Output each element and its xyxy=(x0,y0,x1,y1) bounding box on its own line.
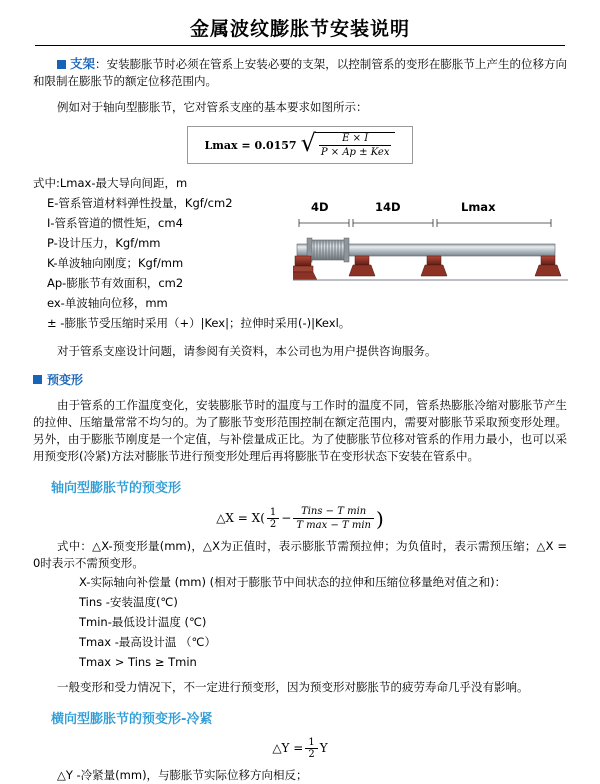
formula-lmax-numerator: E × I xyxy=(319,133,392,146)
formula-axial-lhs: △X = X( xyxy=(216,511,265,525)
formula-lmax-fraction xyxy=(315,132,396,158)
section-predeform-label: 预变形 xyxy=(47,373,84,387)
formula-transverse-half xyxy=(305,737,317,760)
formula-axial-half xyxy=(267,507,279,530)
transverse-note: △Y -冷紧量(mm)，与膨胀节实际位移方向相反； xyxy=(57,768,308,782)
axial-line: Tmax -最高设计温 （℃） xyxy=(79,635,216,649)
axial-line: Tins -安装温度(℃) xyxy=(79,595,178,609)
formula-transverse-half-num: 1 xyxy=(305,737,317,749)
piping-figure xyxy=(293,200,573,290)
axial-line: Tmax > Tins ≥ Tmin xyxy=(79,655,197,669)
support-note-text: 对于管系支座设计问题，请参阅有关资料，本公司也为用户提供咨询服务。 xyxy=(57,344,437,358)
guide-support xyxy=(535,256,561,276)
title-divider xyxy=(35,45,565,46)
axial-note-1: 式中：△X-预变形量(mm)，△X为正值时，表示膨胀节需预拉伸；为负值时，表示需预压缩；△X = 0时表示不需预变形。 xyxy=(33,539,567,570)
formula-axial-minus: − xyxy=(281,511,292,525)
formula-axial-rhs: ) xyxy=(375,507,384,531)
formula-transverse-half-den: 2 xyxy=(308,749,315,760)
axial-note-2: 一般变形和受力情况下，不一定进行预变形，因为预变形对膨胀节的疲劳寿命几乎没有影响。 xyxy=(57,680,529,694)
guide-support xyxy=(421,256,447,276)
figure-dimension-labels xyxy=(293,200,573,218)
formula-transverse-lhs: △Y = xyxy=(272,741,304,755)
document-body xyxy=(0,55,600,784)
formula-axial xyxy=(33,506,567,531)
piping-diagram-svg xyxy=(293,218,568,290)
formula-axial-frac-num: Tins − T min xyxy=(293,506,374,519)
section-support-heading: 支架：安装膨胀节时必须在管系上安装必要的支架，以控制管系的变形在膨胀节上产生的位移方向和限制在膨胀节的额定位移范围内。 xyxy=(33,56,567,88)
formula-axial-temp-fraction xyxy=(293,506,374,531)
definition-item: Ap-膨胀节有效面积，cm2 xyxy=(47,276,184,290)
figure-drawing xyxy=(293,218,568,290)
formula-axial-half-den: 2 xyxy=(269,519,277,530)
axial-line: X-实际轴向补偿量 (mm) (相对于膨胀节中间状态的拉伸和压缩位移量绝对值之和)： xyxy=(79,575,507,589)
support-example-text: 例如对于轴向型膨胀节，它对管系支座的基本要求如图所示： xyxy=(57,100,368,114)
definition-item: I-管系管道的惯性矩，cm4 xyxy=(47,216,183,230)
definition-item: K-单波轴向刚度；Kgf/mm xyxy=(47,256,184,270)
subsection-axial-heading: 轴向型膨胀节的预变形 xyxy=(51,481,182,496)
dim-label-lmax: Lmax xyxy=(461,200,496,214)
radical-sign-icon: √ xyxy=(300,129,316,157)
definition-item: ex-单波轴向位移，mm xyxy=(47,296,168,310)
formula-transverse xyxy=(33,737,567,760)
definition-item: 式中:Lmax-最大导向间距，m xyxy=(33,176,188,190)
definition-item: P-设计压力，Kgf/mm xyxy=(47,236,161,250)
predeform-paragraph: 由于管系的工作温度变化，安装膨胀节时的温度与工作时的温度不同，管系热膨胀冷缩对膨胀节产生的拉伸、压缩量常常不均匀的。为了膨胀节变形范围控制在额定范围内，需要对膨胀节采取预变形处理。另外，由于膨胀节刚度是一个定值，与补偿量成正比。为了使膨胀节位移对管系的作用力最小，也可以采用预变形(冷紧)方法对膨胀节进行预变形处理后再将膨胀节在变形状态下安装在管系中。 xyxy=(33,398,567,463)
page-title: 金属波纹膨胀节安装说明 xyxy=(189,18,410,40)
dim-label-4d: 4D xyxy=(311,200,329,214)
section-support-body: 安装膨胀节时必须在管系上安装必要的支架，以控制管系的变形在膨胀节上产生的位移方向和限制在膨胀节的额定位移范围内。 xyxy=(33,57,567,88)
definition-item: ± -膨胀节受压缩时采用（+）|Kex|；拉伸时采用(-)|Kexl。 xyxy=(47,316,351,330)
guide-support xyxy=(349,256,375,276)
definition-item: E-管系管道材料弹性投量，Kgf/cm2 xyxy=(47,196,233,210)
square-bullet-icon xyxy=(57,60,66,69)
formula-axial-half-num: 1 xyxy=(267,507,279,519)
formula-transverse-expression xyxy=(272,737,327,760)
radical-group xyxy=(300,129,396,158)
axial-line: Tmin-最低设计温度 (℃) xyxy=(79,615,207,629)
section-support-label: 支架 xyxy=(70,56,96,71)
subsection-transverse-heading: 横向型膨胀节的预变形-冷紧 xyxy=(51,712,213,727)
square-bullet-icon xyxy=(33,375,42,384)
formula-transverse-rhs: Y xyxy=(319,741,328,755)
dim-label-14d: 14D xyxy=(375,200,401,214)
formula-lmax xyxy=(187,126,413,164)
section-predeform-heading xyxy=(33,371,567,388)
formula-lmax-lhs: Lmax = 0.0157 xyxy=(204,138,297,152)
formula-lmax-denominator: P × Ap ± Kex xyxy=(320,147,390,158)
formula-axial-expression xyxy=(216,506,384,531)
document-page xyxy=(0,14,600,782)
formula-axial-frac-den: T max − T min xyxy=(296,520,371,531)
